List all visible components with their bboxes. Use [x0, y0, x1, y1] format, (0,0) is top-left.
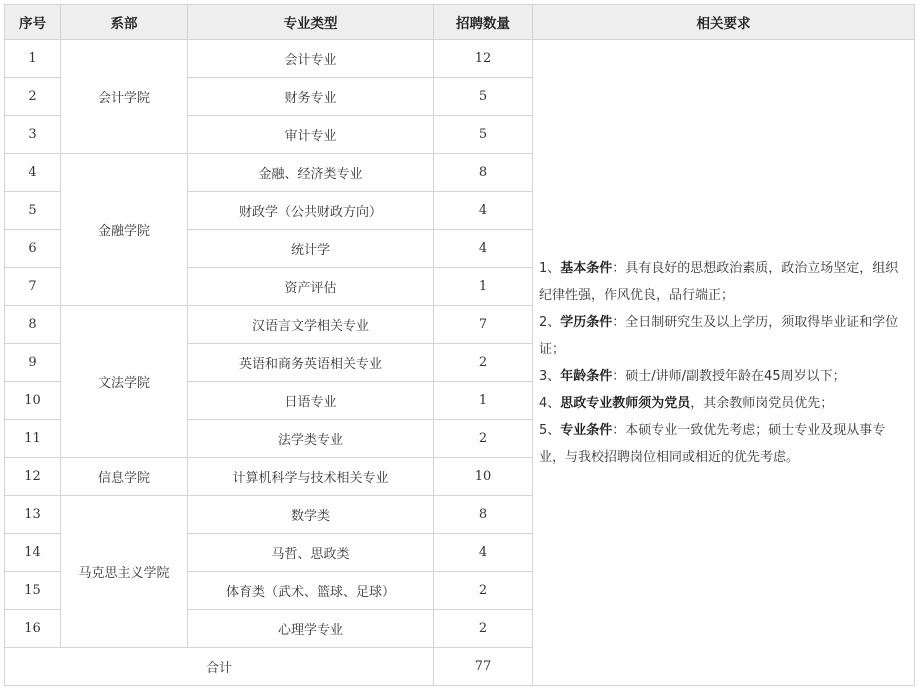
seq-cell: 7	[5, 268, 61, 306]
count-cell: 2	[434, 572, 533, 610]
seq-cell: 11	[5, 420, 61, 458]
dept-cell: 金融学院	[61, 154, 188, 306]
count-cell: 7	[434, 306, 533, 344]
major-cell: 计算机科学与技术相关专业	[188, 458, 434, 496]
seq-cell: 9	[5, 344, 61, 382]
seq-cell: 8	[5, 306, 61, 344]
seq-cell: 6	[5, 230, 61, 268]
major-cell: 汉语言文学相关专业	[188, 306, 434, 344]
count-cell: 4	[434, 230, 533, 268]
count-cell: 4	[434, 192, 533, 230]
count-cell: 5	[434, 116, 533, 154]
requirement-item: 4、思政专业教师须为党员，其余教师岗党员优先；	[539, 395, 834, 411]
header-seq: 序号	[5, 5, 61, 40]
major-cell: 体育类（武术、篮球、足球）	[188, 572, 434, 610]
header-requirements: 相关要求	[533, 5, 915, 40]
major-cell: 金融、经济类专业	[188, 154, 434, 192]
major-cell: 马哲、思政类	[188, 534, 434, 572]
major-cell: 财政学（公共财政方向）	[188, 192, 434, 230]
major-cell: 审计专业	[188, 116, 434, 154]
dept-cell: 信息学院	[61, 458, 188, 496]
count-cell: 8	[434, 496, 533, 534]
major-cell: 法学类专业	[188, 420, 434, 458]
count-cell: 12	[434, 40, 533, 78]
total-label: 合计	[5, 648, 434, 686]
requirement-item: 1、基本条件：具有良好的思想政治素质，政治立场坚定，组织纪律性强，作风优良，品行端正；	[539, 260, 899, 303]
count-cell: 1	[434, 382, 533, 420]
dept-cell: 马克思主义学院	[61, 496, 188, 648]
major-cell: 心理学专业	[188, 610, 434, 648]
recruitment-table	[4, 4, 915, 686]
major-cell: 财务专业	[188, 78, 434, 116]
count-cell: 2	[434, 420, 533, 458]
dept-cell: 会计学院	[61, 40, 188, 154]
count-cell: 10	[434, 458, 533, 496]
seq-cell: 2	[5, 78, 61, 116]
seq-cell: 3	[5, 116, 61, 154]
seq-cell: 16	[5, 610, 61, 648]
count-cell: 1	[434, 268, 533, 306]
seq-cell: 13	[5, 496, 61, 534]
count-cell: 4	[434, 534, 533, 572]
header-dept: 系部	[61, 5, 188, 40]
major-cell: 英语和商务英语相关专业	[188, 344, 434, 382]
requirement-item: 3、年龄条件：硕士/讲师/副教授年龄在45周岁以下；	[539, 368, 846, 384]
header-count: 招聘数量	[434, 5, 533, 40]
total-count: 77	[434, 648, 533, 686]
count-cell: 8	[434, 154, 533, 192]
requirement-item: 2、学历条件：全日制研究生及以上学历，须取得毕业证和学位证；	[539, 314, 899, 357]
seq-cell: 10	[5, 382, 61, 420]
dept-cell: 文法学院	[61, 306, 188, 458]
header-major: 专业类型	[188, 5, 434, 40]
seq-cell: 14	[5, 534, 61, 572]
requirement-item: 5、专业条件：本硕专业一致优先考虑；硕士专业及现从事专业，与我校招聘岗位相同或相近的优先考虑。	[539, 422, 886, 465]
table-row	[5, 40, 915, 78]
major-cell: 日语专业	[188, 382, 434, 420]
major-cell: 资产评估	[188, 268, 434, 306]
seq-cell: 1	[5, 40, 61, 78]
seq-cell: 4	[5, 154, 61, 192]
header-row	[5, 5, 915, 40]
major-cell: 统计学	[188, 230, 434, 268]
seq-cell: 12	[5, 458, 61, 496]
requirements-cell	[533, 40, 915, 686]
seq-cell: 15	[5, 572, 61, 610]
major-cell: 数学类	[188, 496, 434, 534]
count-cell: 2	[434, 344, 533, 382]
seq-cell: 5	[5, 192, 61, 230]
major-cell: 会计专业	[188, 40, 434, 78]
count-cell: 5	[434, 78, 533, 116]
count-cell: 2	[434, 610, 533, 648]
